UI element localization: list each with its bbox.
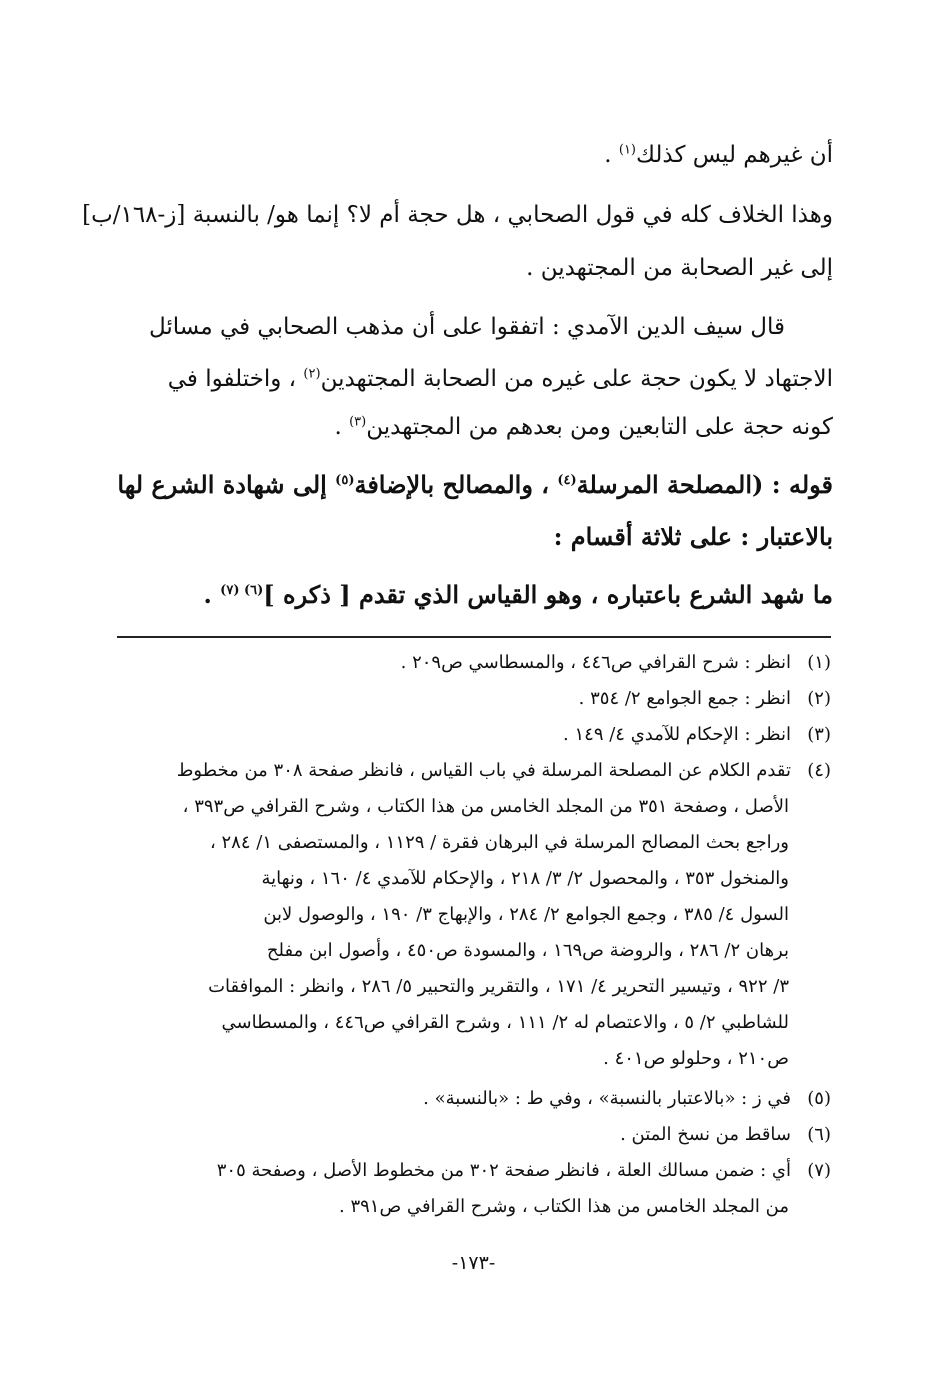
footnote-2: [131, 688, 831, 709]
footnote-number: (٤): [807, 760, 831, 781]
footnote-4-line-7: ٣/ ٩٢٢ ، وتيسير التحرير ٤/ ١٧١ ، والتقرير والتحبير ٥/ ٢٨٦ ، وانظر : الموافقات: [208, 976, 789, 997]
footnote-3: [131, 724, 831, 745]
footnote-number: (٣): [807, 724, 831, 745]
footnote-4-line-2: الأصل ، وصفحة ٣٥١ من المجلد الخامس من هذا الكتاب ، وشرح القرافي ص٣٩٣ ،: [182, 796, 789, 817]
main-text: .: [334, 414, 350, 440]
main-line-7: [117, 470, 833, 499]
main-text: ، واختلفوا في: [167, 366, 304, 392]
footnote-ref: (٢): [303, 366, 321, 382]
footnote-text: انظر : الإحكام للآمدي ٤/ ١٤٩ .: [563, 724, 791, 745]
main-text: قوله : (المصلحة المرسلة: [576, 470, 833, 499]
main-text: أن غيرهم ليس كذلك: [636, 142, 833, 168]
footnote-4-line-4: والمنخول ٣٥٣ ، والمحصول ٢/ ٣/ ٢١٨ ، والإحكام للآمدي ٤/ ١٦٠ ، ونهاية: [261, 868, 789, 889]
main-line-5: [168, 366, 833, 392]
main-line-4: [149, 314, 833, 340]
footnote-number: (٧): [807, 1160, 831, 1181]
footnote-7-line-2: من المجلد الخامس من هذا الكتاب ، وشرح القرافي ص٣٩١ .: [338, 1196, 789, 1217]
footnote-text: انظر : شرح القرافي ص٤٤٦ ، والمسطاسي ص٢٠٩ .: [400, 652, 791, 673]
footnote-4-line-6: برهان ٢/ ٢٨٦ ، والروضة ص١٦٩ ، والمسودة ص٤٥٠ ، وأصول ابن مفلح: [266, 940, 789, 961]
footnote-5: [131, 1088, 831, 1109]
footnote-separator: [117, 636, 831, 638]
footnote-ref: (٦) (٧): [220, 583, 264, 598]
footnote-text: انظر : جمع الجوامع ٢/ ٣٥٤ .: [578, 688, 791, 709]
footnote-ref: (١): [618, 142, 636, 158]
main-line-2: [14, 202, 833, 228]
main-text: وهذا الخلاف كله في قول الصحابي ، هل حجة أم لا؟ إنما هو/ بالنسبة [ز-١٦٨/ب]: [82, 202, 833, 228]
footnote-number: (٦): [807, 1124, 831, 1145]
footnote-text: أي : ضمن مسالك العلة ، فانظر صفحة ٣٠٢ من مخطوط الأصل ، وصفحة ٣٠٥: [216, 1160, 791, 1181]
main-text: ما شهد الشرع باعتباره ، وهو القياس الذي تقدم [ ذكره ]: [263, 580, 833, 609]
main-line-6: [334, 414, 833, 440]
footnote-number: (١): [807, 652, 831, 673]
footnote-6: [131, 1124, 831, 1145]
footnote-number: (٢): [807, 688, 831, 709]
footnote-4-line-5: السول ٤/ ٣٨٥ ، وجمع الجوامع ٢/ ٢٨٤ ، والإبهاج ٣/ ١٩٠ ، والوصول لابن: [263, 904, 789, 925]
main-line-9: [203, 580, 833, 609]
footnote-ref: (٤): [557, 473, 577, 488]
footnote-number: (٥): [807, 1088, 831, 1109]
main-text: .: [203, 580, 221, 609]
footnote-text: تقدم الكلام عن المصلحة المرسلة في باب القياس ، فانظر صفحة ٣٠٨ من مخطوط: [176, 760, 791, 781]
main-line-8: [554, 522, 833, 551]
footnote-4-line-8: للشاطبي ٢/ ٥ ، والاعتصام له ٢/ ١١١ ، وشرح القرافي ص٤٤٦ ، والمسطاسي: [221, 1012, 789, 1033]
main-text: ، والمصالح بالإضافة: [354, 470, 558, 499]
footnote-4-line-9: ص٢١٠ ، وحلولو ص٤٠١ .: [603, 1048, 789, 1069]
main-text: بالاعتبار : على ثلاثة أقسام :: [553, 522, 833, 551]
main-text: إلى شهادة الشرع لها: [117, 470, 336, 499]
footnote-ref: (٥): [335, 473, 355, 488]
main-text: إلى غير الصحابة من المجتهدين .: [526, 255, 833, 281]
page-number: -١٧٣-: [451, 1252, 496, 1274]
footnote-text: ساقط من نسخ المتن .: [620, 1124, 791, 1145]
main-text: .: [604, 142, 619, 168]
footnote-text: في ز : «بالاعتبار بالنسبة» ، وفي ط : «بالنسبة» .: [423, 1088, 791, 1109]
main-line-3: [526, 255, 833, 281]
main-line-1: [604, 142, 833, 168]
footnote-7: [131, 1160, 831, 1181]
main-text: كونه حجة على التابعين ومن بعدهم من المجتهدين: [366, 414, 833, 440]
footnote-1: [131, 652, 831, 673]
footnote-4: [131, 760, 831, 781]
footnote-4-line-3: وراجع بحث المصالح المرسلة في البرهان فقرة / ١١٢٩ ، والمستصفى ١/ ٢٨٤ ،: [209, 832, 789, 853]
main-text: الاجتهاد لا يكون حجة على غيره من الصحابة المجتهدين: [320, 366, 833, 392]
footnote-ref: (٣): [349, 414, 367, 430]
main-text: قال سيف الدين الآمدي : اتفقوا على أن مذهب الصحابي في مسائل: [148, 314, 785, 340]
